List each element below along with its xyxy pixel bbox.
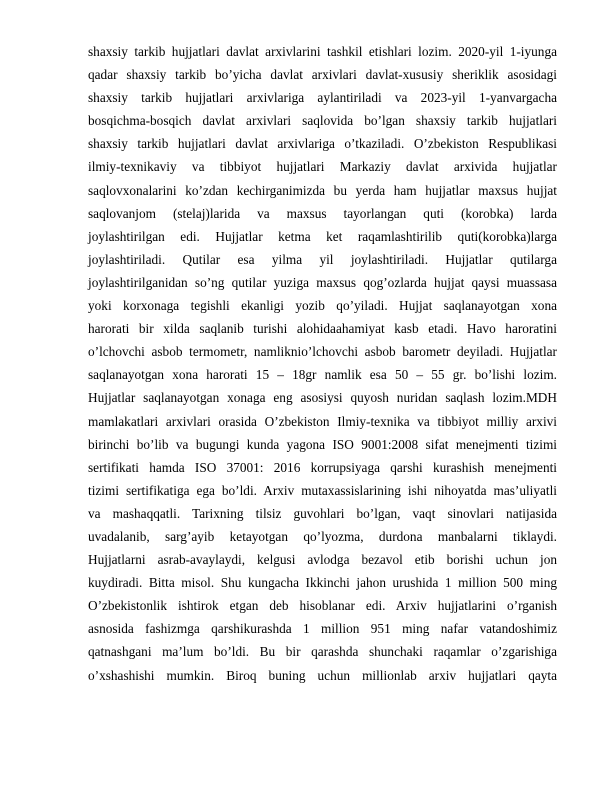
text-line: Hujjatlar saqlanayotgan xonaga eng asosiysi quyosh nuridan saqlash lozim.MDH — [88, 390, 557, 406]
text-line: asnosida fashizmga qarshikurashda 1 million 951 ming nafar vatandoshimiz — [88, 621, 557, 637]
text-line: saqlovanjom (stelaj)larida va maxsus tayorlangan quti (korobka) larda — [88, 205, 557, 221]
text-line: yoki korxonaga tegishli ekanligi yozib qo’yiladi. Hujjat saqlanayotgan xona — [88, 298, 557, 314]
text-line: joylashtirilganidan so’ng qutilar yuziga maxsus qog’ozlarda hujjat qaysi muassasa — [88, 274, 557, 290]
text-line: qadar shaxsiy tarkib bo’yicha davlat arxivlari davlat-xususiy sheriklik asosidagi — [88, 67, 557, 83]
text-line: sertifikati hamda ISO 37001: 2016 korrupsiyaga qarshi kurashish menejmenti — [88, 459, 557, 475]
text-line: o’lchovchi asbob termometr, namliknio’lchovchi asbob barometr deyiladi. Hujjatlar — [88, 344, 557, 360]
text-line: va mashaqqatli. Tarixning tilsiz guvohlari bo’lgan, vaqt sinovlari natijasida — [88, 505, 557, 521]
text-line: saqlovxonalarini ko’zdan kechirganimizda bu yerda ham hujjatlar maxsus hujjat — [88, 182, 557, 198]
text-line: shaxsiy tarkib hujjatlari arxivlariga aylantiriladi va 2023-yil 1-yanvargacha — [88, 90, 557, 106]
text-line: shaxsiy tarkib hujjatlari davlat arxivlariga o’tkaziladi. O’zbekiston Respublikasi — [88, 136, 557, 152]
text-line: uvadalanib, sarg’ayib ketayotgan qo’lyozma, durdona manbalarni tiklaydi. — [88, 528, 557, 544]
text-line: shaxsiy tarkib hujjatlari davlat arxivlarini tashkil etishlari lozim. 2020-yil 1-iyunga — [88, 44, 557, 59]
text-line: birinchi bo’lib va bugungi kunda yagona ISO 9001:2008 sifat menejmenti tizimi — [88, 436, 557, 452]
text-line: bosqichma-bosqich davlat arxivlari saqlovida bo’lgan shaxsiy tarkib hujjatlari — [88, 113, 557, 129]
text-line: ilmiy-texnikaviy va tibbiyot hujjatlari Markaziy davlat arxivida hujjatlar — [88, 159, 557, 175]
text-line: mamlakatlari arxivlari orasida O’zbekiston Ilmiy-texnika va tibbiyot milliy arxivi — [88, 413, 557, 429]
body-paragraph — [88, 40, 557, 687]
text-line: Hujjatlarni asrab-avaylaydi, kelgusi avlodga bezavol etib borishi uchun jon — [88, 552, 557, 568]
text-line: qatnashgani ma’lum bo’ldi. Bu bir qarashda shunchaki raqamlar o’zgarishiga — [88, 644, 557, 660]
text-line: harorati bir xilda saqlanib turishi alohidaahamiyat kasb etadi. Havo haroratini — [88, 321, 557, 337]
text-line: saqlanayotgan xona harorati 15 – 18gr namlik esa 50 – 55 gr. bo’lishi lozim. — [88, 367, 557, 383]
text-line: kuydiradi. Bitta misol. Shu kungacha Ikkinchi jahon urushida 1 million 500 ming — [88, 575, 557, 591]
text-line: joylashtirilgan edi. Hujjatlar ketma ket raqamlashtirilib quti(korobka)larga — [88, 228, 557, 244]
text-line: tizimi sertifikatiga ega bo’ldi. Arxiv mutaxassislarining ishi nihoyatda mas’uliyatli — [88, 482, 557, 498]
text-line: o’xshashishi mumkin. Biroq buning uchun millionlab arxiv hujjatlari qayta — [88, 667, 557, 683]
text-line: joylashtiriladi. Qutilar esa yilma yil joylashtiriladi. Hujjatlar qutilarga — [88, 251, 557, 267]
text-line: O’zbekistonlik ishtirok etgan deb hisoblanar edi. Arxiv hujjatlarini o’rganish — [88, 598, 557, 614]
